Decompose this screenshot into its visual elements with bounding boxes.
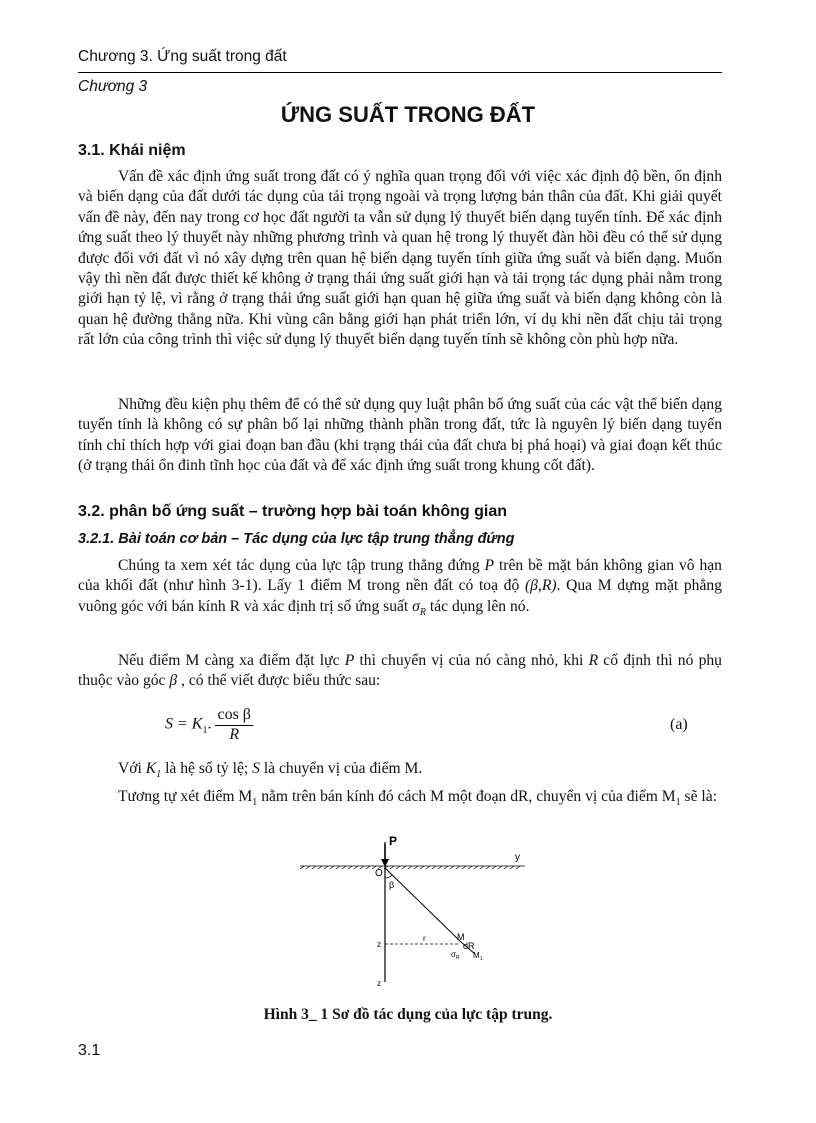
label-r: r [423, 934, 426, 943]
subsection-heading-3-2-1: 3.2.1. Bài toán cơ bản – Tác dụng của lực tập trung thẳng đứng [78, 531, 515, 547]
label-m: M [457, 932, 465, 942]
paragraph-basic-problem: Chúng ta xem xét tác dụng của lực tập trung thẳng đứng P trên bề mặt bán không gian vô hạn của khối đất (như hình 3-1). Lấy 1 điểm M trong nền đất có toạ độ (β,R). Qua M dựng mặt phẳng vuông góc với bán kính R và xác định trị số ứng suất $\sigma_R$ tác dụng lên nó. [78, 557, 722, 618]
label-m1-sub: 1 [480, 956, 483, 962]
section-heading-3-1: 3.1. Khái niệm [78, 142, 186, 159]
label-dr: dR [463, 941, 475, 951]
label-o: O [375, 868, 383, 879]
page-number: 3.1 [78, 1042, 101, 1059]
label-z-depth: z [377, 940, 381, 949]
section-heading-3-2: 3.2. phân bố ứng suất – trường hợp bài toán không gian [78, 503, 508, 520]
label-z-bottom: z [377, 979, 381, 988]
equation-a: $S = K_1$. $\frac{\text{cos β}}{R}$ [165, 706, 251, 743]
label-sigma: σ [451, 950, 456, 959]
label-p: P [389, 834, 398, 848]
ground-surface-hatch [300, 866, 525, 869]
header-rule [78, 72, 722, 73]
label-y: y [515, 852, 520, 863]
running-header: Chương 3. Ứng suất trong đất [78, 48, 287, 65]
paragraph-concept-2: Những đều kiện phụ thêm để có thể sử dụng quy luật phân bố ứng suất của các vật thể biến dạng tuyến tính là không có sự phân bố lại những thành phần trong đất, tức là nguyên lý biến dạng tuyến tính chỉ thích hợp với giai đoạn ban đầu (khi trạng thái của đất chưa bị phá hoại) và giai đoạn kết thúc (ở trạng thái ổn đinh tĩnh học của đất và để xác định ứng suất trong khung cốt đất). [78, 396, 722, 475]
radius-line [385, 868, 461, 942]
paragraph-point-m1: Tương tự xét điểm $M_1$ nằm trên bán kính đó cách M một đoạn dR, chuyển vị của điểm $M_1$ sẽ là: [118, 788, 718, 809]
equation-label: (a) [670, 716, 688, 733]
angle-arc [385, 875, 392, 878]
label-m1: M [473, 951, 480, 960]
force-diagram [295, 830, 535, 990]
paragraph-concept-1: Vấn đề xác định ứng suất trong đất có ý nghĩa quan trọng đối với việc xác định độ bền, ổn định và biến dạng của đất dưới tác dụng của tải trọng ngoài và trọng lượng bản thân của đất. Khi giải quyết vấn đề này, đến nay trong cơ học đất người ta vẫn sử dụng lý thuyết biến dạng tuyến tính. Để xác định ứng suất theo lý thuyết này những phương trình và quan hệ trong lý thuyết đàn hồi đều có thể sử dụng được đối với đất vì nó xây dựng trên quan hệ biến dạng tuyến tính giữa ứng suất và biến dạng. Muốn vậy thì nền đất được thiết kế không ở trạng thái ứng suất giới hạn và tải trọng tác dụng phải nằm trong giới hạn tỷ lệ, vì rằng ở trạng thái ứng suất giới hạn quan hệ giữa ứng suất và biến dạng không còn là quan hệ đường thẳng nữa. Khi vùng cân bằng giới hạn phát triển lớn, ví dụ khi nền đất chịu tải trọng rất lớn của công trình thì việc sử dụng lý thuyết biến dạng tuyến tính sẽ không còn phù hợp nữa. [78, 168, 722, 349]
paragraph-displacement: Nếu điểm M càng xa điểm đặt lực P thì chuyển vị của nó càng nhỏ, khi R cố định thì nó phụ thuộc vào góc β , có thể viết được biểu thức sau: [78, 652, 722, 690]
chapter-label: Chương 3 [78, 78, 148, 95]
label-beta: β [389, 880, 395, 890]
chapter-title: ỨNG SUẤT TRONG ĐẤT [280, 102, 536, 127]
figure-caption: Hình 3_ 1 Sơ đồ tác dụng của lực tập trung. [263, 1006, 553, 1023]
label-sigma-sub: R [456, 955, 460, 961]
paragraph-k1-definition: Với $K_1$ là hệ số tỷ lệ; S là chuyển vị của điểm M. [118, 760, 423, 781]
